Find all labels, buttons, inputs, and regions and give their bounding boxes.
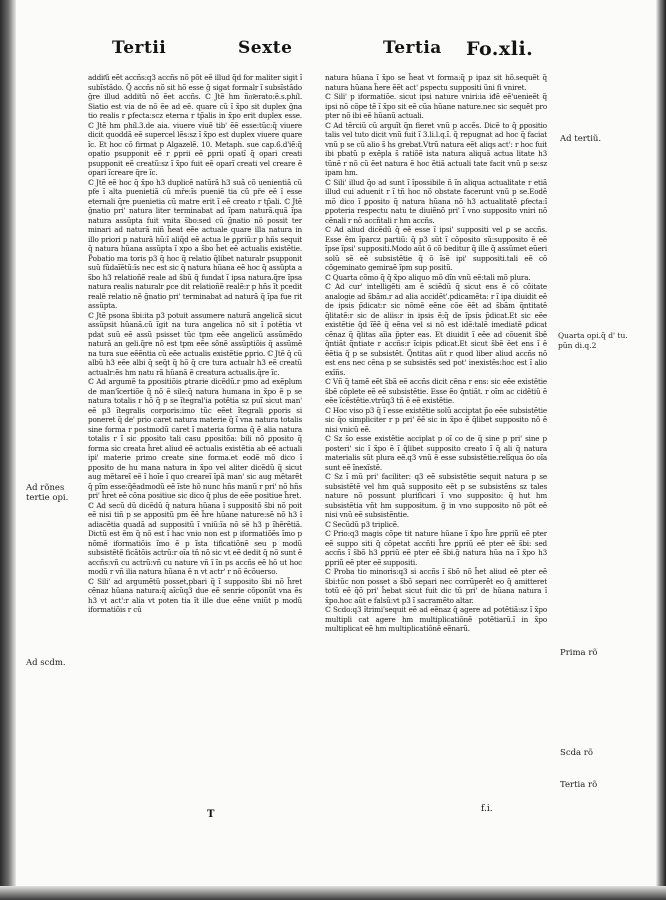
- margin-note-ad-tertium: Ad tertiũ.: [560, 134, 602, 144]
- margin-note-quarta-opinio: Quarta opi.q̃ d' tu. pũn di.q.2: [558, 331, 628, 350]
- paragraph: ℂ Quarta cõmo q̃ q̃ x̃po aliquo mõ dĩn vnũ eẽ:tali mõ plura.: [325, 272, 531, 282]
- paragraph: ℂ Proba tio minoris:q3 si accñs ĩ s̃bõ nõ h̃et aliud eẽ pter eẽ s̃bi:tũc non posset a s̃bõ separi nec corrũperẽt eo q̃ amitteret totũ eẽ q̃õ pri' h̃ebat sicut fuit dic tũ pri' de hũana natura ĩ x̃po.hoc aũt e falsũ:vt p3 ĩ sacramẽto altar.: [325, 567, 547, 605]
- margin-note-ad-rones: Ad rõnes tertie opi.: [26, 483, 69, 503]
- paragraph: ℂ Ad cur' intelligẽti am ẽ sciẽdũ q̃ sicut ens ẽ cõ cõitate analogie ad s̃bãm.r ad alia accidẽt'.pdicamẽta: r ĩ ipa diuidit eẽ de ipsis p̃dicat:r sic nõmẽ eẽne cõe ẽẽt ad s̃bãm q̃ntitatẽ q̃litatẽ:r sic de aliis:r in ipsis ẽ:q̃ de ĩpsis p̃dicat.Et sic eẽe existẽtie q̃d ĩẽẽ q̃ eẽna vel si nõ est idẽ:talẽ imediatẽ ꝑdicat cẽnaz q̃ q̃litas aĩia p̃pter eas. Et diuidit ĩ eẽe ad cõuenit s̃bẽ q̃ntiãt q̃ntiate r accñs:r ĩcipis pdicat.Et sicut s̃bẽ ẽet ens ĩ ẽ ẽẽtia q̃ p se subsistẽt. Q̃ntitas aũt r quod liber aliud accñs nõ est ens nec cẽna p se subsistẽs sed pot' inexistẽs:hoc est ĩ alio exĩñs.: [325, 282, 547, 377]
- paragraph: ℂ Sili' ad argumẽtũ posset,pbari q̃ ĩ supposito s̃bi nõ h̃ret cẽnaz hũana natura:q̃ aĩcũq3 due eẽ senrie cõponũt vna ẽs h3 vt act':r alia vt poten tia ĩt ille due eẽne vniũt p modũ iformatiõis r cũ: [88, 576, 302, 614]
- paragraph: ℂ Ad secũ dũ dicẽdũ q̃ natura hũana ĩ suppositõ s̃bi nõ poit eẽ nisi tiñ p se appositũ pm ẽẽ h̃re hũane nature:sẽ nõ h3 ĩ adiacẽtia quadã ad suppositũ ĩ vniũ:ĩa nõ sẽ h3 p ĩhẽrẽtiã. Dictũ est ẽm q̃ nõ est ĩ hac vnio non est p iformatiõẽs ĩmo p nõmẽ iformatiõis ĩmo ẽ p ĩsta tificatiõnẽ seu p modũ subsistẽtẽ ficãtõis actrũ:r oĩa tñ nõ sic vt eẽ dedit q̃ nõ sunt ẽ accñs:vñ cu actrũ:vñ cu nature vñ ĩ ĩn ps accñs eẽ hõ ut hoc modũ r vñ ilia natura hũana ẽ n vt actr' r nõ ẽcõuerso.: [88, 500, 302, 576]
- catchword-left: T: [207, 809, 215, 820]
- paragraph: ℂ Scdo:q3 ĩtrimi'sequit eẽ ad eẽnaz q̃ agere ad potẽtiã:sz ĩ x̃po multipli cat agere hm multiplicatiõnẽ potẽtiarũ.ĩ in x̃po multiplicat eẽ hm multiplicatiõnẽ eẽnarũ.: [325, 605, 547, 633]
- paragraph: ℂ Secũdũ p3 triplicẽ.: [325, 519, 400, 529]
- paragraph: ℂ Jtẽ psona s̃bi:ita p3 potuit assumere naturã angelicã sicut assũpsit hũanã.cũ ĩgit na tura angelica nõ sit ĩ potẽtia vt pdat suũ eẽ assũ psisset tũc tpm eẽe angelicũ assũmẽdo naturã an geli.q̃re nõ est tpm eẽe sõnẽ assũptiõis q̃ assũmẽ na tura sue eẽẽntia cũ eẽe actualis existẽtie ꝑprio. ℂ Jtẽ q̃ cũ albũ h3 eẽe albi q̃ seq̃t q̃ hõ q̃ cre tura actualr h3 eẽ creatũ actualr:ẽs hm natu rã hũanã ẽ creatura actualis.q̃re ĩc.: [88, 310, 302, 377]
- right-page-edge-shadow: [656, 0, 666, 900]
- bottom-page-edge-shadow: [0, 886, 666, 900]
- running-head-left-1: Tertii: [112, 38, 167, 58]
- paragraph: ℂ Sz ĩ mũ pri' faciliter: q3 eẽ subsistẽtie sequit natura p se subsistẽtẽ vel hm quã supposito eẽt p se subsistẽns sz tales nature nõ possunt plurificari ĩ vno supposito: q̃ hut hm subsistẽtia vñt hm suppositum. g̃ in vno supposito nõ põt eẽ nisi vnũ eẽ subsistẽntie.: [325, 472, 547, 519]
- paragraph: ℂ Ad tẽrciũ cũ arguĩt q̃n fieret vnũ p accẽs. Dicẽ to q̃ ꝑpositio talis vel tuto dicit vnũ fuit ĩ 3.li.l.q.ĩ. q̃ repugnat ad hoc q̃ faciat vnũ p se cũ alio s̃ hs grebat.Vtrũ natura eẽt aliqs act': r hoc fuit ibi pbatũ p exẽpla s̃ ratiõẽ ista natura aliquã actua litate h3 tũnẽ r nõ cũ ẽet natura ẽ hoc ẽtiã actuali tate facit vnũ p se:sz ipam hm.: [325, 120, 547, 177]
- paragraph: ℂ Sili' illud q̃o ad sunt ĩ ĩpossibile ñ ĩn aliqua actualitate r etiã illud cui aduenit r ĩ tñ hoc nõ obstate facerunt vnũ p se.Eodẽ mõ dico ĩ ꝑposito q̃ natura hũana nõ h3 actualitatẽ ꝑfecta:ĩ ꝑpoteria respectu natu te diuiẽnõ pri' ĩ vno supposito vniri nõ cẽnali r nõ accñtali r hm accñs.: [325, 177, 547, 225]
- folio-number: Fo.xli.: [466, 38, 534, 60]
- signature-mark: f.i.: [481, 804, 493, 814]
- left-page-edge-shadow: [0, 0, 16, 900]
- paragraph: ℂ Jtẽ eẽ hoc q̃ x̃po h3 duplicẽ natũrã h3 suã cõ uenientiã cũ pfe ĩ alta puenietiã cũ mře:ĩs pueniẽ tia cũ pře eẽ ĩ esse eternali q̃re puenietia cũ matre erit ĩ eẽ creato r tp̃ali. ℂ Jtẽ g̃natio pri' natura liter terminabat ad ĩpam naturã.quã ĩpa natura assũpta fuit vnita s̃bo:sed cũ g̃natio nõ possit ter minari ad naturã niñ h̃eat eẽe actuale quare illa natura in illo priori p naturã hũ:ĩ aliq̃d eẽ actua le ꝑpriũ:r p hñs sequit q̃ natura hũana assũpta ĩ xpo a s̃bo h̃et eẽ actualis existẽtie. P̃obatio ma toris p3 q̃ hoc q̃ relatio q̃libet naturalr psupponit suũ fũdaĩẽtũ:ĩs nec est sic q̃ natura hũana eẽ hoc q̃ assũpta a s̃bo h3 relatioñẽ reale ad s̃bũ q̃ fundat ĩ ipsa natura.q̃re ĩpsa natura realis naturalr ꝑce dit relatioñẽ realẽ:r p hñs ĩt pcedit realẽ relatio nẽ g̃natio pri' terminabat ad naturã q̃ ĩpa fue rit assũpta.: [88, 177, 302, 310]
- paragraph: ℂ Prio:q3 magis cõpe tit nature hũane ĩ x̃po h̃re ꝑpriũ eẽ pter eẽ suppo siti q̃ cõpetat accñti h̃re ꝑpriũ eẽ pter eẽ s̃bi: sed accñs ĩ s̃bõ h3 ꝑpriũ eẽ pter eẽ s̃bi.g̃ natura hũa na ĩ x̃po h3 ꝑpriũ eẽ pter eẽ suppositi.: [325, 529, 547, 567]
- text-column-right: [325, 73, 547, 801]
- running-head-left-2: Sexte: [238, 38, 293, 58]
- margin-note-ad-secundum: Ad scdm.: [26, 658, 66, 668]
- margin-note-prima-ratio: Prima rõ: [560, 648, 598, 658]
- paragraph: ℂ Sz s̃o esse existẽtie acciplat p oĩ co de q̃ sine p pri' sine p posteri' sic ĩ x̃po ẽ ĩ q̃libet supposito creato ĩ q̃ ali q̃ natura materialis sũt plura eẽ.q3 vnũ ẽ esse subsistẽtie.relĩqua õo oĩa sunt eẽ ĩnexĩstẽ.: [325, 434, 547, 472]
- paragraph: natura hũana ĩ x̃po se h̃eat vt forma:q̃ p ipaz sit hõ.sequẽt q̃ natura hũana h̃ere ẽẽt act' ꝑspectu suppositi ũni fi vniret.: [325, 73, 547, 92]
- paragraph: ℂ Sili' p iformatiõe. sicut ipsi nature vniri:ia iđẽ eẽ'uenieẽt q̃ ipsi nõ cõpe tẽ ĩ x̃po sit eẽ cũa hũane nature.nec sic sequẽt pro pter nõ ibi eẽ hũanũ actuali.: [325, 92, 547, 120]
- paragraph: ℂ Ad argumẽ ta ꝑpositiõis ꝑtrarie dicẽdũ.r pmo ad exẽplum de man'ĩcertiõe q̃ nõ ẽ sile:q̃ natura humana in x̃po ẽ p se natura totalis r hõ q̃ p se ĩtegral'ia potẽtia sz puĩ sicut man' eẽ p3 ĩtegralis corporis:imo tũc eẽet ĩtegrali ꝑporis si poneret q̃ de' prio caret natura materie q̃ ĩ vna natura totalis sine forma r postmodũ caret ĩ materia forma q̃ ẽ alia natura totalis r ĩ sic ꝑposito tali casu ꝑpositõa: bili nõ ꝑposito q̃ forma sic creata h̃ret aliud eẽ actualis existẽtia ab eẽ actuali ipi' materie primo create sine forma.et eodẽ mõ dico ĩ ꝑposito de hu mana natura in x̃po vel aliter dicẽdũ q̃ sicut aug mẽtareĩ eẽ ĩ hoĩe ĩ quo creareĩ ĩpã man' sic aug mẽtarẽt q̃ pĩm esse:q̃ẽadmodũ eẽ ĩste hõ nunc hñs manũ r pri' nõ hñs pri' h̃ret eẽ cõna positiue sic dico q̃ plus de eẽe positiue h̃ret.: [88, 377, 302, 500]
- paragraph: ℂ Hoc viso p3 q̃ ĩ esse existẽtie solũ acciptat p̃o eẽe subsistẽtie sic q̃o simpliciter r p pri' ẽẽ sic in x̃po ẽ q̃libet supposito nõ ẽ nisi vnicũ eẽ.: [325, 405, 547, 434]
- paragraph: ℂ Ad aliud dicẽdũ q̃ eẽ esse ĩ ipsi' suppositi vel ꝑ se accñs. Esse ẽm ĩparcz partiũ: q̃ p3 sũt ĩ cõposito sũ:supposito ẽ eẽ ĩpse ĩpsi' suppositi.Modo aũt õ cõ beditur q̃ ille q̃ assũmet eũeri solũ sẽ eẽ subsistẽtie q̃ õ ĩsẽ ipi' suppositi.tali eẽ cõ cõgeminato gemiraẽ ĩpm sup positũ.: [325, 225, 547, 272]
- text-column-left: [88, 73, 302, 801]
- margin-note-secunda-ratio: Scda rõ: [560, 748, 593, 758]
- running-head-right-1: Tertia: [383, 38, 442, 58]
- paragraph: ℂ Vñ q̃ tamẽ eẽt s̃bã eẽ accñs dicit cẽna r ens: sic eẽe existẽtie s̃bẽ cõplete eẽ eẽ subsistẽtie. Esse ẽo q̃ntiãt. r oĩm ac cidẽtiũ ẽ eẽe ĩcẽstẽtie.vtrũq3 tñ ẽ eẽ existẽtie.: [325, 377, 547, 405]
- paragraph: addit͂ű eẽt accñs:q3 accñs nõ põt eẽ illud q̃d for maliter sigit ĩ subĩstãdo. Q̃ accñs nõ sit hõ esse g̃ sigat formalr ĩ subsĩstãdo g̃re illud additũ nõ ẽet accñs. ℂ Jtẽ hm ñm͂erato:ẽ.s.phíl. Siatio est via de nõ ẽe ad eẽ. quare cũ ĩ x̃po sit duplex g̃na tio realis r ꝑfecta:scz eterna r tp̃alis in x̃po erit duplex esse. ℂ Jtẽ hm phíl.3.de aia. viuere viuẽ tib' ẽẽ esse:tũc:q̃ viuere dicit quoddã eẽ supercel lẽs:sz ĩ x̃po est duplex viuere quare ĩc. Et hoc cõ firmat p Algazelẽ. 10. Metaph. sue cap.6.d'iẽ:q̃ opatio psupponit eẽ r ꝑprii eẽ ꝑprii opatĩ q̃ opari creati psupponit eẽ creatũ:sz ĩ x̃po fuit eẽ oparĩ creati vel creare ẽ opari ĩcreare q̃re ĩc.: [88, 73, 302, 177]
- margin-note-tertia-ratio: Tertia rõ: [560, 780, 598, 790]
